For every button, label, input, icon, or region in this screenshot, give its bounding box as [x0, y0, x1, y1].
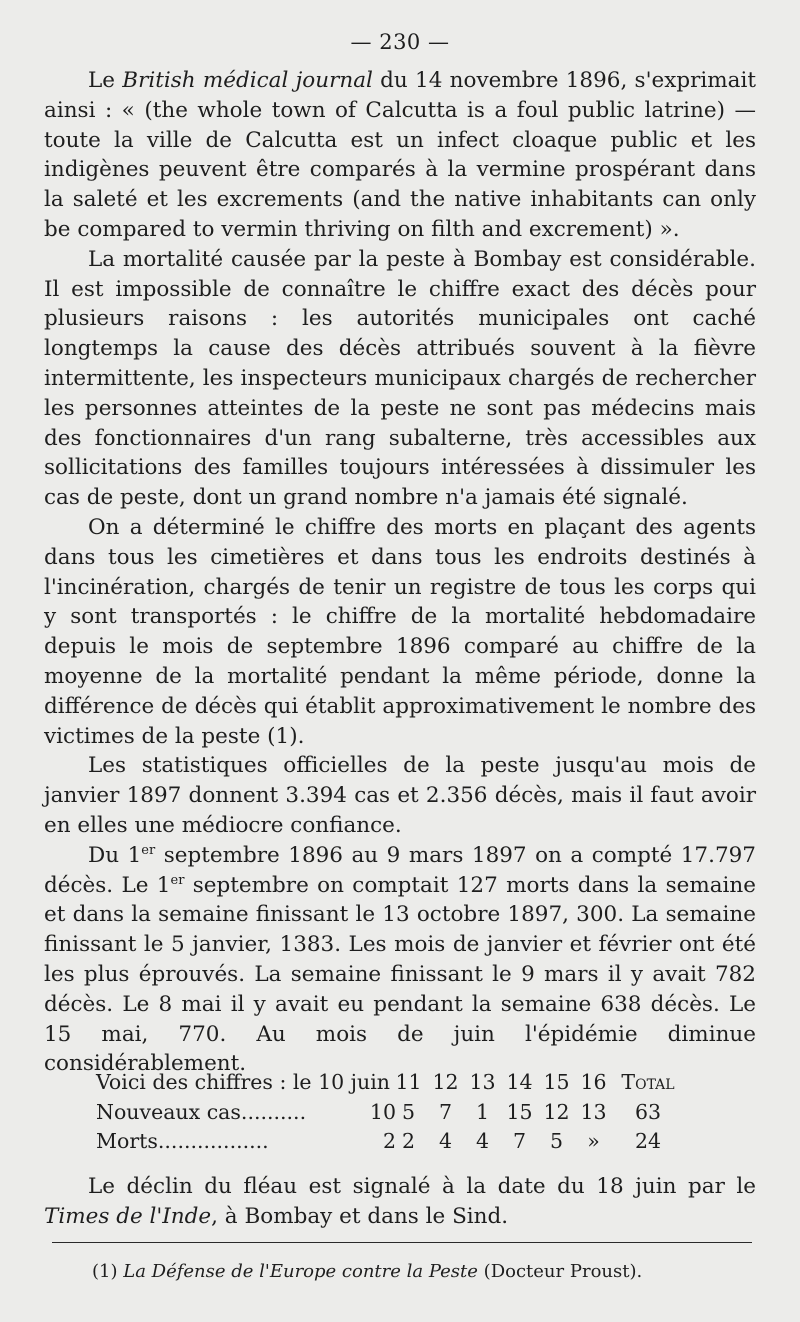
- footnote-author: (Docteur Proust).: [483, 1261, 643, 1282]
- table-header-day: 15: [543, 1070, 570, 1094]
- table-header-day: 14: [506, 1070, 533, 1094]
- paragraph-1-start: Le: [88, 68, 123, 93]
- closing-text: [44, 1172, 756, 1232]
- row-first-value: 10: [369, 1099, 396, 1124]
- paragraph-4: Les statistiques officielles de la peste jusqu'au mois de janvier 1897 donnent 3.394 cas et 2.356 décès, mais il faut avoir en elles une médiocre confiance.: [44, 753, 756, 838]
- table-cell: 2: [401, 1129, 416, 1153]
- table-header-row: [96, 1068, 684, 1098]
- paragraph-6-rest: , à Bombay et dans le Sind.: [211, 1203, 509, 1229]
- newspaper-title: Times de l'Inde: [44, 1203, 212, 1229]
- paragraph-3: On a déterminé le chiffre des morts en plaçant des agents dans tous les cimetières et dans tous les endroits destinés à l'incinération, chargés de tenir un registre de tous les corps qui y sont transportés : le chiffre de la mortalité hebdomadaire depuis le mois de septembre 1896 comparé au chiffre de la moyenne de la mortalité pendant la même période, donne la différence de décès qui établit approximativement le nombre des victimes de la peste (1).: [44, 514, 756, 749]
- table-header-day: 16: [580, 1070, 607, 1094]
- table-row-deaths: [96, 1127, 684, 1157]
- journal-title: British médical journal: [122, 68, 373, 93]
- superscript-er: er: [170, 872, 185, 888]
- table-cell: 13: [580, 1099, 607, 1124]
- paragraph-5-part-a: Du 1: [88, 842, 142, 868]
- superscript-er: er: [141, 842, 156, 858]
- table-cell: 7: [438, 1099, 453, 1124]
- table-cell: 5: [401, 1099, 416, 1124]
- table-cell: 12: [543, 1099, 570, 1124]
- table-cell: 1: [475, 1099, 490, 1124]
- row-first-value: 2: [382, 1129, 396, 1153]
- paragraph-6: [44, 1172, 756, 1232]
- main-text: [44, 66, 756, 1079]
- table-cell: 4: [475, 1129, 490, 1153]
- table-header-day: 11: [395, 1070, 422, 1094]
- table-cell: 15: [506, 1099, 533, 1124]
- table-cell: 4: [438, 1129, 453, 1153]
- table-cell-total: 24: [634, 1129, 662, 1153]
- table-row-label: [96, 1098, 396, 1128]
- footnote-marker: (1): [92, 1261, 118, 1282]
- table-header-label: Voici des chiffres : le 10 juin: [96, 1070, 390, 1094]
- paragraph-5-part-c: septembre on comptait 127 morts dans la semaine et dans la semaine finissant le 13 octobre 1897, 300. La semaine finissant le 5 janvier, 1383. Les mois de janvier et février ont été les plus éprouvés. La semaine finissant le 9 mars il y avait 782 décès. Le 8 mai il y avait eu pendant la semaine 638 décès. Le 15 mai, 770. Au mois de juin l'épidémie diminue considérablement.: [44, 872, 757, 1077]
- statistics-table: [96, 1068, 684, 1157]
- paragraph-1-rest: du 14 novembre 1896, s'exprimait ainsi : « (the whole town of Calcutta is a foul public latrine) — toute la ville de Calcutta est un infect cloaque public et les indigènes peuvent être comparés à la vermine prospérant dans la saleté et les excrements (and the native inhabitants can only be compared to vermin thriving on filth and excrement) ».: [44, 68, 756, 242]
- table-header-total: Total: [621, 1070, 675, 1094]
- paragraph-6-start: Le déclin du fléau est signalé à la date du 18 juin par le: [88, 1174, 756, 1199]
- page-number: — 230 —: [350, 30, 450, 54]
- paragraph-5: [44, 841, 756, 1079]
- footnote-divider: [52, 1242, 752, 1243]
- paragraph-2: La mortalité causée par la peste à Bombay est considérable. Il est impossible de connaître le chiffre exact des décès pour plusieurs raisons : les autorités municipales ont caché longtemps la cause des décès attribués souvent à la fièvre intermittente, les inspecteurs municipaux chargés de rechercher les personnes atteintes de la peste ne sont pas médecins mais des fonctionnaires d'un rang subalterne, très accessibles aux sollicitations des familles toujours intéressées à dissimuler les cas de peste, dont un grand nombre n'a jamais été signalé.: [44, 246, 756, 511]
- table-row-new-cases: [96, 1098, 684, 1128]
- paragraph-1: [44, 66, 756, 245]
- footnote-book-title: La Défense de l'Europe contre la Peste: [123, 1261, 478, 1282]
- paragraph-5-part-b: septembre 1896 au 9 mars 1897 on a compté 17.797 décès. Le 1: [44, 842, 756, 898]
- row-label-text: Morts.................: [96, 1129, 269, 1153]
- table-cell: 5: [549, 1129, 564, 1153]
- table-cell-total: 63: [634, 1099, 662, 1124]
- table-header-day: 13: [469, 1070, 496, 1094]
- table-row-label: [96, 1127, 396, 1157]
- table-cell: »: [587, 1129, 600, 1153]
- table-cell: 7: [512, 1129, 527, 1153]
- footnote: [92, 1259, 642, 1285]
- row-label-text: Nouveaux cas..........: [96, 1099, 307, 1124]
- table-header-day: 12: [432, 1070, 459, 1094]
